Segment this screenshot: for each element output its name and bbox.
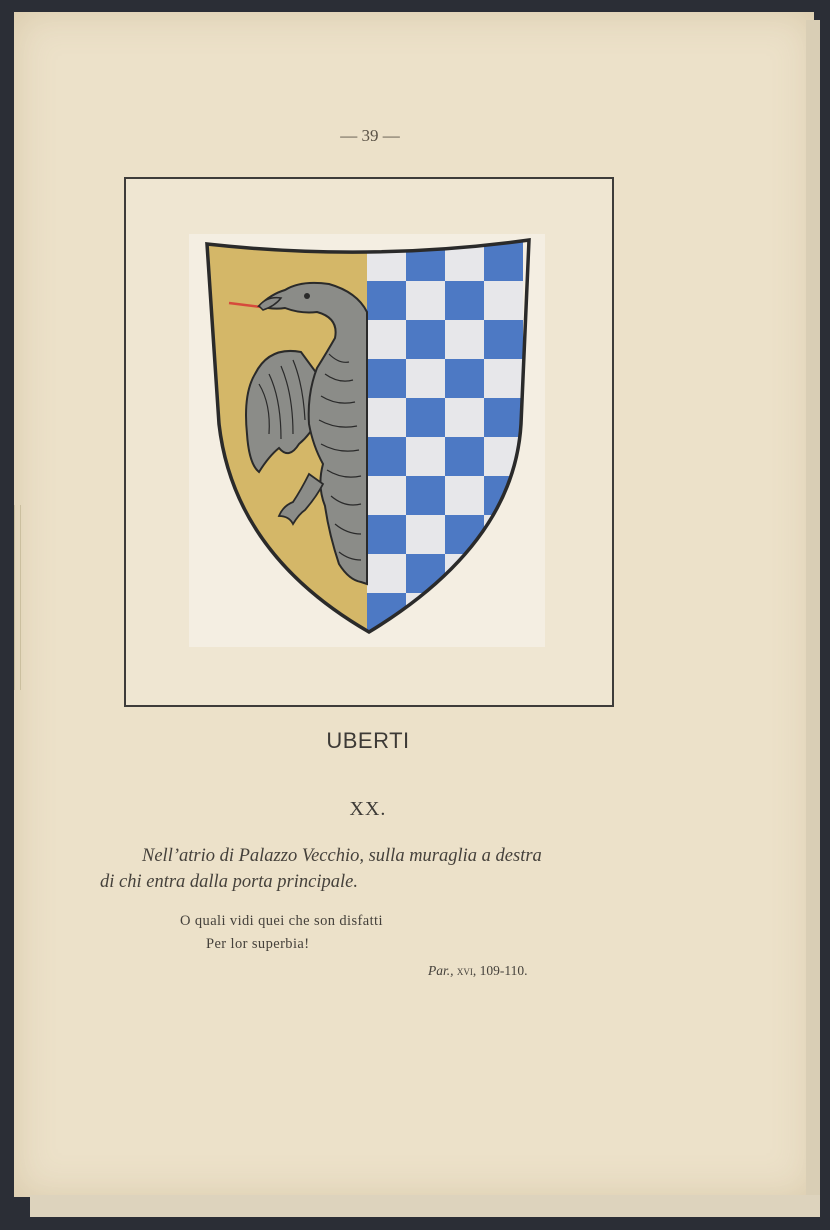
plate-caption: UBERTI (326, 728, 410, 753)
checker-square (445, 476, 484, 515)
checker-square (484, 593, 523, 632)
checker-square (484, 398, 523, 437)
page-edge (806, 20, 820, 1210)
coat-of-arms-icon (189, 234, 545, 647)
checker-square (406, 476, 445, 515)
checker-square (367, 281, 406, 320)
checker-square (484, 554, 523, 593)
binding-mark (14, 505, 21, 690)
page-edge-bottom (30, 1195, 820, 1217)
page-number: — 39 — (340, 126, 400, 145)
checker-square (445, 554, 484, 593)
citation-lines: 109-110. (479, 963, 528, 978)
checker-square (406, 398, 445, 437)
checker-square (406, 359, 445, 398)
checker-square (406, 554, 445, 593)
checker-square (367, 359, 406, 398)
plate-paper (189, 234, 545, 647)
checker-square (406, 593, 445, 632)
quote-line-1: O quali vidi quei che son disfatti (180, 913, 383, 929)
checker-square (445, 281, 484, 320)
checker-square (367, 515, 406, 554)
checker-square (367, 398, 406, 437)
quote-line-2: Per lor superbia! (206, 936, 310, 952)
citation-work: Par., (428, 963, 454, 978)
checker-square (406, 320, 445, 359)
checker-square (367, 437, 406, 476)
checker-square (367, 476, 406, 515)
plate-frame (124, 177, 614, 707)
checker-square (406, 437, 445, 476)
checker-square (445, 398, 484, 437)
checker-square (484, 359, 523, 398)
checker-square (484, 320, 523, 359)
checker-square (484, 281, 523, 320)
description (100, 843, 660, 895)
checker-square (445, 437, 484, 476)
checker-square (445, 593, 484, 632)
checker-square (406, 281, 445, 320)
checker-square (445, 359, 484, 398)
checker-square (406, 515, 445, 554)
section-number: XX. (349, 798, 387, 820)
description-line-2: di chi entra dalla porta principale. (100, 872, 358, 892)
checker-square (367, 320, 406, 359)
checker-square (367, 554, 406, 593)
checker-square (445, 515, 484, 554)
citation-book: xvi, (456, 963, 477, 978)
quote (180, 910, 383, 956)
checker-square (484, 242, 523, 281)
citation (428, 963, 528, 979)
checker-square (445, 320, 484, 359)
checker-square (367, 242, 406, 281)
description-line-1: Nell’atrio di Palazzo Vecchio, sulla muraglia a destra (142, 846, 542, 866)
